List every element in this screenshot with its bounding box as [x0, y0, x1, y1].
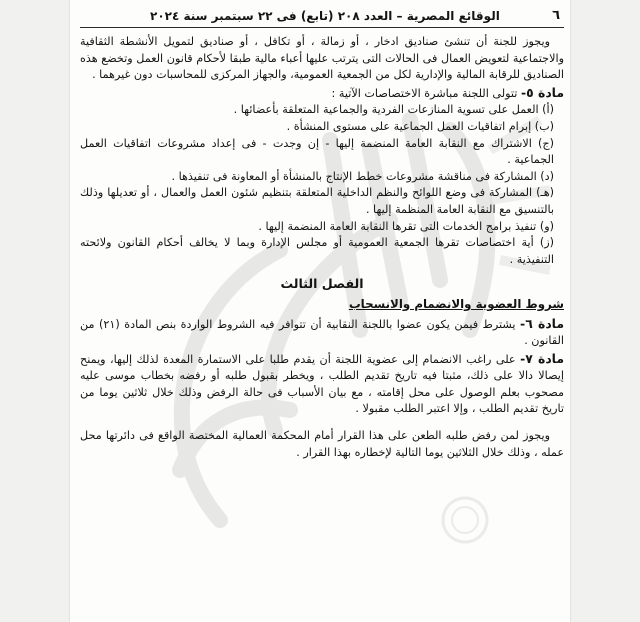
article-5-heading	[80, 85, 564, 103]
article-5-item-f: (و) تنفيذ برامج الخدمات التى تقرها النقابة العامة المنضمة إليها .	[258, 219, 554, 233]
chapter-title: الفصل الثالث	[280, 276, 364, 292]
article-5-label: مادة ٥-	[520, 84, 564, 100]
page-content	[80, 0, 564, 461]
article-5-item-d: (د) المشاركة فى مناقشة مشروعات خطط الإنتاج بالمنشأة أو المعاونة فى تنفيذها .	[171, 169, 554, 183]
intro-paragraph: ويجوز للجنة أن تنشئ صناديق ادخار ، أو زمالة ، أو تكافل ، أو صناديق لتمويل الأنشطة الثقافية والاجتماعية لتعويض العمال فى الحالات التى يترتب عليها أعباء مالية طبقا لأحكام قانون العمل وتخضع هذه الصناديق للرقابة المالية والإدارية لكل من الجمعية العمومية، والجهاز المركزى للمحاسبات دون غيرهما .	[80, 35, 564, 82]
article-5-item-e: (هـ) المشاركة فى وضع اللوائح والنظم الداخلية المتعلقة بتنظيم شئون العمل والعمال ، أو تعديلها وذلك بالتنسيق مع النقابة العامة المنظمة إليها .	[80, 186, 554, 216]
article-5-item-c: (ج) الاشتراك مع النقابة العامة المنضمة إليها - إن وجدت - فى إعداد مشروعات اتفاقيات العمل الجماعية .	[80, 136, 554, 167]
article-7-label: مادة ٧-	[520, 350, 564, 366]
page-number: ٦	[552, 7, 560, 23]
section-title: شروط العضوية والانضمام والانسحاب	[348, 296, 564, 311]
document-page	[70, 0, 570, 622]
article-5-item-g: (ز) أية اختصاصات تقرها الجمعية العمومية أو مجلس الإدارة وبما لا يخالف أحكام القانون ولائحته التنفيذية .	[80, 236, 554, 266]
final-paragraph: ويجوز لمن رفض طلبه الطعن على هذا القرار أمام المحكمة العمالية المختصة الواقع فى دائرتها محل عمله ، وذلك خلال الثلاثين يوما التالية لإخطاره بهذا القرار .	[80, 429, 564, 459]
article-7-text: على راغب الانضمام إلى عضوية اللجنة أن يقدم طلبا على الاستمارة المعدة لذلك إليها، ويمنح إيصالا دالا على ذلك، مثبتا فيه تاريخ تقديم الطلب ، ويخطر بقبول طلبه أو رفضه بخطاب موسى عليه مصحوب بعلم الوصول على محل إقامته ، مع بيان الأسباب فى حالة الرفض وذلك خلال ثلاثين يوما من تاريخ تقديم الطلب ، وإلا اعتبر الطلب مقبولا .	[80, 352, 564, 416]
article-6-label: مادة ٦-	[520, 315, 565, 331]
article-5-text: تتولى اللجنة مباشرة الاختصاصات الآتية :	[331, 86, 518, 100]
running-head	[80, 5, 564, 28]
article-6-text: يشترط فيمن يكون عضوا باللجنة النقابية أن تتوافر فيه الشروط الواردة بنص المادة (٢١) من القانون .	[80, 317, 564, 348]
article-7	[80, 351, 564, 418]
article-5-item-b: (ب) إبرام اتفاقيات العمل الجماعية على مستوى المنشأة .	[286, 119, 554, 133]
gazette-issue-title: الوقائع المصرية – العدد ٢٠٨ (تابع) فى ٢٢ سبتمبر سنة ٢٠٢٤	[150, 8, 500, 23]
article-5-item-a: (أ) العمل على تسوية المنازعات الفردية والجماعية المتعلقة بأعضائها .	[233, 103, 554, 117]
article-6	[80, 316, 564, 350]
